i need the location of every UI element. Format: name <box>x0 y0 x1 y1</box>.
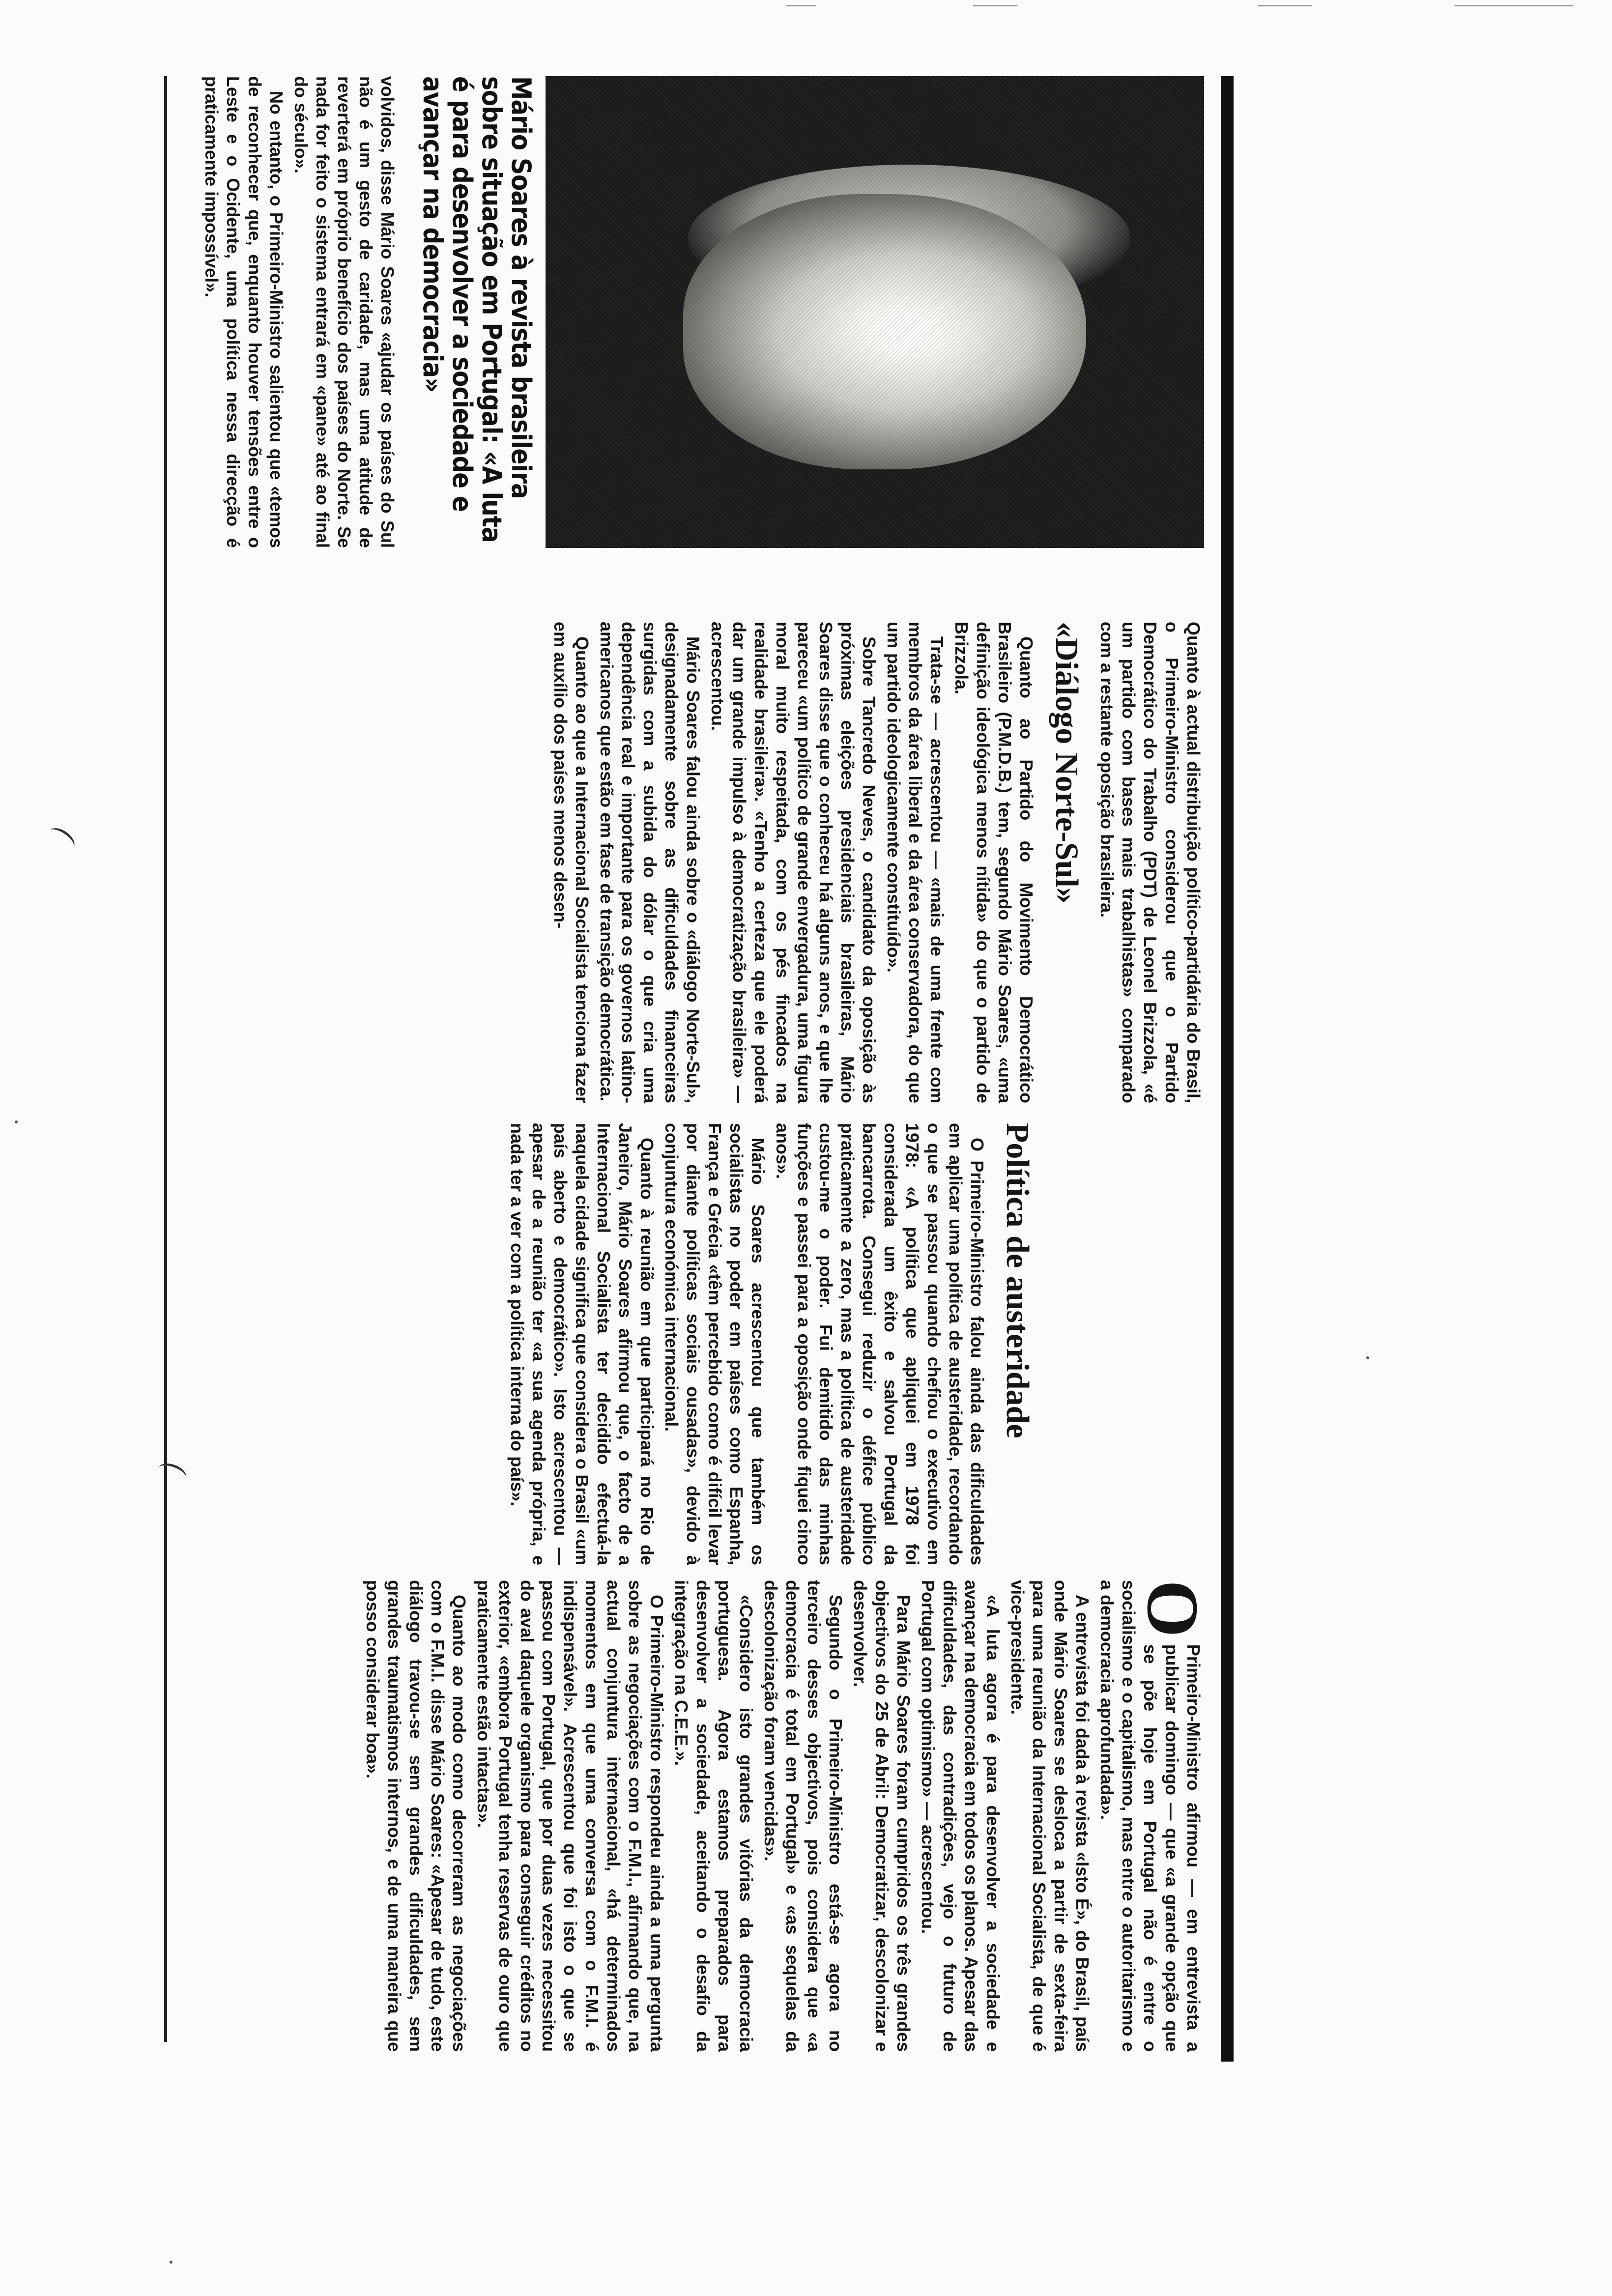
photo-column-text <box>198 76 398 548</box>
article-paragraph: Quanto ao Partido do Movimento Democrático Brasileiro (P.M.D.B.) tem, segundo Mário Soares, «uma definição ideológica menos nítida» do que o partido de Brizzola. <box>951 622 1036 1103</box>
scan-speck <box>1366 1356 1369 1359</box>
article-paragraph: O Primeiro-Ministro falou ainda das dificuldades em aplicar uma política de austeridade, recordando o que se passou quando chefiou o executivo em 1978: «A política que apliquei em 1978 foi considerada um êxito e salvou Portugal da bancarrota. Consegui reduzir o défice público praticamente a zero, mas a política de austeridade custou-me o poder. Fui demitido das minhas funções e passei para a oposição onde fiquei cinco anos». <box>773 1123 987 1565</box>
article-paragraph: «Considero isto grandes vitórias da democracia portuguesa. Agora estamos preparados para desenvolver a sociedade, aceitando o desafio da integração na C.E.E.». <box>671 1580 756 2052</box>
article-paragraph: Para Mário Soares foram cumpridos os três grandes objectivos do 25 de Abril: Democratizar, descolonizar e desenvolver. <box>850 1580 914 2052</box>
scan-speck <box>170 2261 173 2264</box>
subheading-politica-austeridade: Política de austeridade <box>1000 1123 1036 1438</box>
article-column-3 <box>547 622 1204 1103</box>
article-lead-paragraph <box>1096 1580 1213 2052</box>
article-paragraph: Quanto ao modo como decorreram as negociações com o F.M.I. disse Mário Soares: «Apesar de tudo, este diálogo travou-se sem grandes dificuldades, sem grandes traumatismos internos, e de uma maneira que posso considerar boa». <box>363 1580 469 2052</box>
article-paragraph: Mário Soares falou ainda sobre o «diálogo Norte-Sul», designadamente sobre as dificuldades financeiras surgidas com a subida do dólar o que cria uma dependência real e importante para os governos latino-americanos que estão em fase de transição democrática. <box>597 622 703 1103</box>
scan-speck <box>15 1120 18 1123</box>
article-paragraph: Trata-se — acrescentou — «mais de uma frente com membros da área liberal e da área conservadora, do que um partido ideologicamente constituído». <box>884 622 947 1103</box>
photo-column-paragraph: No entanto, o Primeiro-Ministro salientou que «temos de reconhecer que, enquanto houver tensões entre o Leste e o Ocidente, uma política nessa direcção é praticamente impossível». <box>202 76 287 548</box>
article-paragraph: Mário Soares acrescentou que também os socialistas no poder em países como Espanha, França e Grécia «têm percebido como é difícil levar por diante políticas sociais ousadas», devido à conjuntura económica internacional. <box>662 1123 768 1565</box>
portrait-photo <box>546 76 1204 548</box>
drop-cap: O <box>1132 1580 1213 1637</box>
article-paragraph: Quanto à reunião em que participará no Rio de Janeiro, Mário Soares afirmou que, o facto de a Internacional Socialista ter decidido efectuá-la naquela cidade significa que considera o Brasil «um país aberto e democrático». Isto acrescentou — apesar de a reunião ter «a sua agenda própria, e nada ter a ver com a política interna do país». <box>507 1123 657 1565</box>
newspaper-clipping <box>162 76 1234 2062</box>
subheading-dialogo-norte-sul: «Diálogo Norte-Sul» <box>1049 622 1085 904</box>
bottom-rule <box>164 76 167 2042</box>
photo-caption <box>418 76 536 548</box>
article-paragraph: Quanto ao que a Internacional Socialista tenciona fazer em auxílio dos países menos desen- <box>550 622 592 1103</box>
article-paragraph: O Primeiro-Ministro respondeu ainda a uma pergunta sobre as negociações com o F.M.I., afirmando que, na actual conjuntura internacional, «há determinados momentos em que uma conversa com o F.M.I. é indispensável». Acrescentou que foi isto o que se passou com Portugal, que por duas vezes necessitou do aval daquele organismo para conseguir créditos no exterior, «embora Portugal tenha reservas de ouro que praticamente estão intactas». <box>474 1580 667 2052</box>
article-column-2 <box>503 1123 1037 1565</box>
article-column-1 <box>359 1580 1213 2052</box>
article-paragraph: Sobre Tancredo Neves, o candidato da oposição às próximas eleições presidenciais brasileiras, Mário Soares disse que o conheceu há alguns anos, e que lhe pareceu «um político de grande envergadura, uma figura moral muito respeitada, com os pés fincados na realidade brasileira». «Tenho a certeza que ele poderá dar um grande impulso à democratização brasileira» — acrescentou. <box>708 622 879 1103</box>
article-paragraph: A entrevista foi dada à revista «Isto É», do Brasil, país onde Mário Soares se desloca a partir de sexta-feira para uma reunião da Internacional Socialista, de que é vice-presidente. <box>1008 1580 1093 2052</box>
margin-pen-mark <box>44 824 78 855</box>
article-paragraph: Quanto à actual distribuição político-partidária do Brasil, o Primeiro-Ministro considerou que o Partido Democrático do Trabalho (PDT) de Leonel Brizzola, «é um partido com bases mais trabalhistas» comparado com a restante oposição brasileira. <box>1097 622 1204 1103</box>
photo-caption-headline: Mário Soares à revista brasileira sobre situação em Portugal: «A luta é para desenvolver a sociedade e avançar na democracia» <box>417 76 537 543</box>
photo-halftone <box>546 76 1204 548</box>
photo-column-paragraph: volvidos, disse Mário Soares «ajudar os países do Sul não é um gesto de caridade, mas uma atitude de reverterá em próprio benefício dos países do Norte. Se nada for feito o sistema entrará em «pane» até ao final do século». <box>291 76 398 548</box>
article-paragraph: Segundo o Primeiro-Ministro está-se agora no terceiro desses objectivos, pois considera que «a democracia é total em Portugal» e «as sequelas da descolonização foram vencidas». <box>761 1580 846 2052</box>
article-paragraph: «A luta agora é para desenvolver a sociedade e avançar na democracia em todos os planos. Apesar das dificuldades, das contradições, vejo o futuro de Portugal com optimismo» — acrescentou. <box>918 1580 1003 2052</box>
article-lead-text: Primeiro-Ministro afirmou — em entrevista a publicar domingo — que «a grande opção que se põe hoje em Portugal não é entre o socialismo e o capitalismo, mas entre o autoritarismo e a democracia aprofundada». <box>1097 1580 1204 2052</box>
scan-top-marks <box>0 0 1612 15</box>
top-rule <box>1221 76 1234 2062</box>
